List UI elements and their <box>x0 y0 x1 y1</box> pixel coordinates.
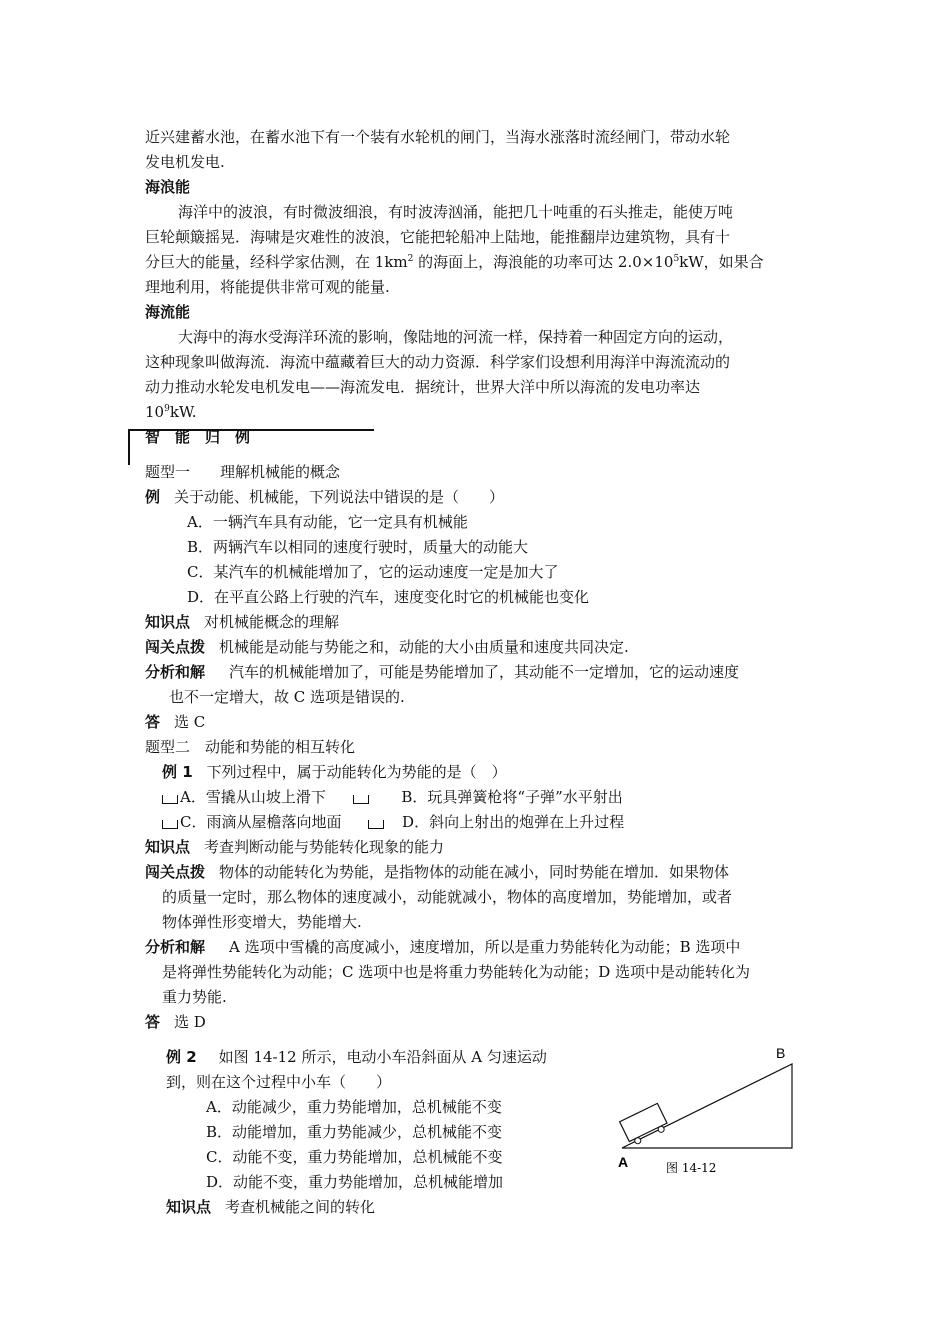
paragraph-line: $10^9kW$. <box>145 403 197 421</box>
option-a: A．一辆汽车具有动能，它一定具有机械能 <box>187 513 468 531</box>
example-question-line: 到，则在这个过程中小车（ ） <box>166 1073 392 1091</box>
heading-current-energy: 海流能 <box>145 303 191 321</box>
options-row: A．雪撬从山坡上滑下 B．玩具弹簧枪将“子弹”水平射出 <box>162 787 623 807</box>
paragraph-line: 巨轮颠簸摇晃．海啸是灾难性的波浪，它能把轮船冲上陆地，能推翻岸边建筑物，具有十 <box>145 228 731 246</box>
topic-title: 题型一 理解机械能的概念 <box>145 463 341 481</box>
answer: 答 选 D <box>145 1013 206 1031</box>
cart <box>620 1103 670 1147</box>
knowledge-point: 知识点 考查判断动能与势能转化现象的能力 <box>145 838 445 856</box>
section-title: 智 能 归 例 <box>145 428 251 446</box>
example-question: 例 关于动能、机械能，下列说法中错误的是（ ） <box>145 488 505 506</box>
analysis-line: 重力势能. <box>162 988 227 1006</box>
point-b-label: B <box>776 1045 786 1061</box>
radio-icon[interactable] <box>162 795 178 804</box>
hint-line: 的质量一定时，那么物体的速度减小，动能就减小，物体的高度增加，势能增加，或者 <box>162 888 733 906</box>
section-header <box>128 427 378 467</box>
example-question: 例 2 如图 14-12 所示，电动小车沿斜面从 A 匀速运动 <box>166 1048 547 1066</box>
option-d: D．在平直公路上行驶的汽车，速度变化时它的机械能也变化 <box>187 588 590 606</box>
knowledge-point: 知识点 考查机械能之间的转化 <box>166 1198 376 1216</box>
paragraph-line: 这种现象叫做海流．海流中蕴藏着巨大的动力资源．科学家们设想利用海洋中海流流动的 <box>145 353 731 371</box>
knowledge-point: 知识点 对机械能概念的理解 <box>145 613 340 631</box>
analysis: 分析和解 A 选项中雪橇的高度减小，速度增加，所以是重力势能转化为动能；B 选项中 <box>145 938 741 956</box>
option-a: A．动能减少，重力势能增加，总机械能不变 <box>206 1098 502 1116</box>
cart-body <box>620 1103 667 1141</box>
paragraph-line: 分巨大的能量，经科学家估测，在 $1km^2$ 的海面上，海浪能的功率可达 $2.0\times 10^5kW$，如果合 <box>145 253 764 271</box>
figure-caption: 图 14-12 <box>666 1161 717 1175</box>
paragraph-line: 近兴建蓄水池，在蓄水池下有一个装有水轮机的闸门，当海水涨落时流经闸门，带动水轮 <box>145 128 731 146</box>
paragraph-line: 动力推动水轮发电机发电——海流发电．据统计，世界大洋中所以海流的发电功率达 <box>145 378 701 396</box>
hint-line: 物体弹性形变增大，势能增大. <box>162 913 362 931</box>
incline-figure <box>600 1040 810 1190</box>
example-question: 例 1 下列过程中，属于动能转化为势能的是（ ） <box>162 763 507 781</box>
radio-icon[interactable] <box>353 795 369 804</box>
analysis-line: 也不一定增大，故 C 选项是错误的. <box>169 688 405 706</box>
paragraph-line: 发电机发电. <box>145 153 225 171</box>
option-c: C．某汽车的机械能增加了，它的运动速度一定是加大了 <box>187 563 559 581</box>
section-left-rule <box>128 429 130 465</box>
option-d: D．动能不变，重力势能增加，总机械能增加 <box>206 1173 504 1191</box>
hint: 闯关点拨 机械能是动能与势能之和，动能的大小由质量和速度共同决定. <box>145 638 629 656</box>
radio-icon[interactable] <box>162 820 178 829</box>
incline-triangle <box>622 1064 792 1148</box>
heading-wave-energy: 海浪能 <box>145 178 191 196</box>
option-b: B．动能增加，重力势能减少，总机械能不变 <box>206 1123 503 1141</box>
answer: 答 选 C <box>145 713 206 731</box>
analysis: 分析和解 汽车的机械能增加了，可能是势能增加了，其动能不一定增加，它的运动速度 <box>145 663 740 681</box>
hint: 闯关点拨 物体的动能转化为势能，是指物体的动能在减小，同时势能在增加．如果物体 <box>145 863 730 881</box>
paragraph-line: 理地利用，将能提供非常可观的能量. <box>145 278 390 296</box>
point-a-label: A <box>618 1154 629 1170</box>
topic-title: 题型二 动能和势能的相互转化 <box>145 738 356 756</box>
option-b: B．两辆汽车以相同的速度行驶时，质量大的动能大 <box>187 538 529 556</box>
radio-icon[interactable] <box>368 820 384 829</box>
paragraph-line: 大海中的海水受海洋环流的影响，像陆地的河流一样，保持着一种固定方向的运动， <box>178 328 734 346</box>
options-row: C．雨滴从屋檐落向地面 D．斜向上射出的炮弹在上升过程 <box>162 812 624 832</box>
analysis-line: 是将弹性势能转化为动能；C 选项中也是将重力势能转化为动能；D 选项中是动能转化为 <box>162 963 751 981</box>
paragraph-line: 海洋中的波浪，有时微波细浪，有时波涛汹涌，能把几十吨重的石头推走，能使万吨 <box>178 203 734 221</box>
option-c: C．动能不变，重力势能增加，总机械能不变 <box>206 1148 503 1166</box>
